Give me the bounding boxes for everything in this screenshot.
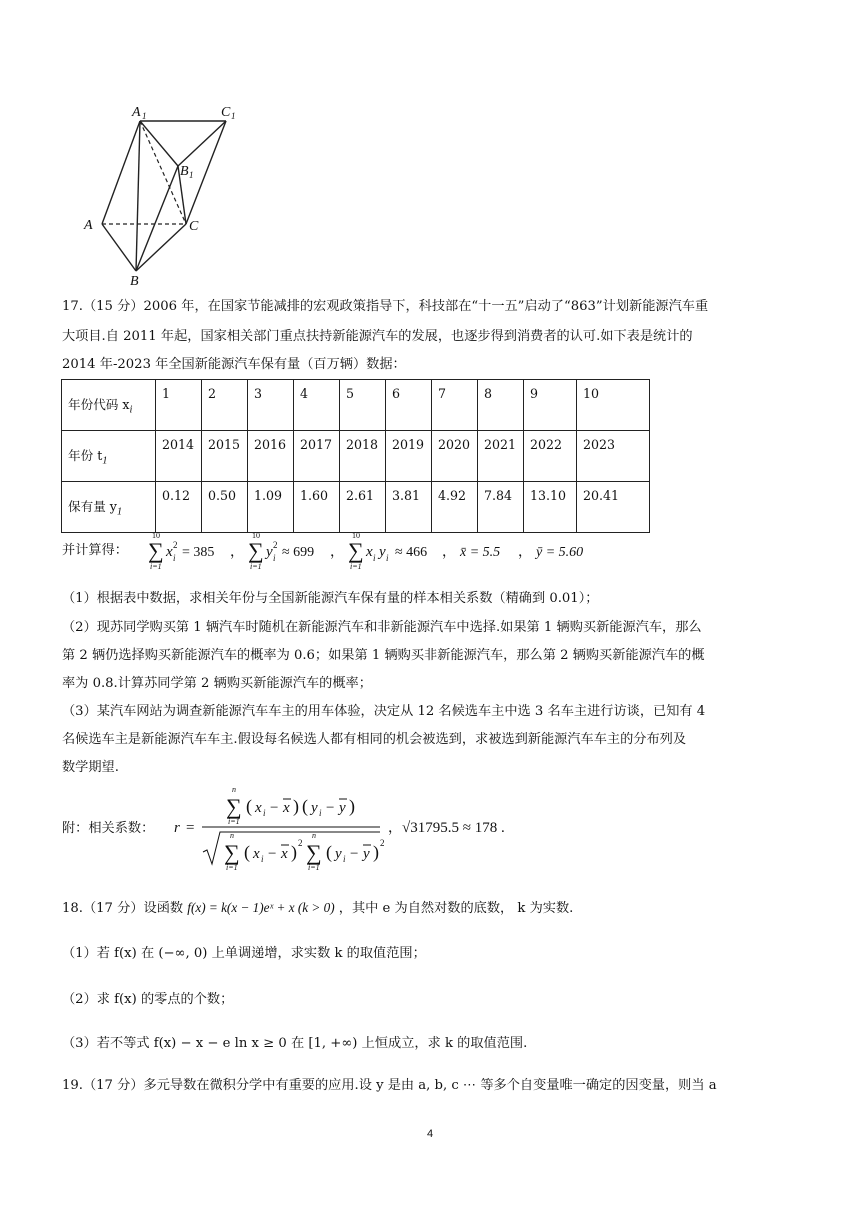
svg-text:2: 2 [380, 838, 385, 848]
label-A1: A [132, 105, 141, 120]
q18-intro-prefix: 18.（17 分）设函数 [62, 901, 184, 916]
svg-text:−: − [268, 846, 277, 862]
row-header-year: 年份 t [68, 448, 103, 464]
svg-text:): ) [373, 842, 379, 862]
svg-text:x: x [283, 800, 290, 816]
cell: 1 [156, 380, 202, 431]
label-B: B [130, 274, 139, 289]
svg-text:−: − [270, 800, 279, 816]
label-B1-sub: 1 [189, 170, 194, 180]
cell: 2019 [386, 431, 432, 482]
svg-text:y: y [363, 846, 370, 862]
cell: 2018 [340, 431, 386, 482]
q17-sub3b: 名候选车主是新能源汽车车主.假设每名候选人都有相同的机会被选到，求被选到新能源汽车车主的分布列及 [62, 732, 687, 747]
row-header-amount: 保有量 y [68, 499, 117, 515]
q17-sub2b: 第 2 辆仍选择购买新能源汽车的概率为 0.6；如果第 1 辆购买非新能源汽车，那么第 2 辆购买新能源汽车的概 [62, 648, 705, 663]
svg-text:(: ( [326, 842, 332, 862]
q17-sub3c: 数学期望. [62, 760, 119, 775]
table-row-year: 年份 $t_1$ 2014 2015 2016 2017 2018 2019 2020 2021 2022 2023 [62, 431, 650, 482]
svg-text:i=1: i=1 [228, 817, 240, 826]
svg-text:y: y [335, 846, 342, 862]
cell: 2 [202, 380, 248, 431]
label-C: C [189, 219, 199, 234]
cell: 8 [478, 380, 524, 431]
prism-figure [74, 100, 254, 290]
cell: 2022 [524, 431, 577, 482]
q17-line1: 17.（15 分）2006 年，在国家节能减排的宏观政策指导下，科技部在“十一五”启动了“863”计划新能源汽车重 [62, 299, 709, 314]
svg-text:i: i [319, 808, 322, 818]
svg-text:i: i [261, 854, 264, 864]
label-A1-sub: 1 [142, 111, 147, 121]
cell: 1.09 [248, 482, 294, 533]
svg-text:n: n [312, 831, 316, 840]
cell: 9 [524, 380, 577, 431]
q18-intro-suffix: ，其中 e 为自然对数的底数， k 为实数. [338, 901, 574, 916]
svg-text:n: n [230, 831, 234, 840]
q17-sub2c: 率为 0.8.计算苏同学第 2 辆购买新能源汽车的概率； [62, 676, 372, 691]
label-C1-sub: 1 [231, 111, 236, 121]
cell: 10 [577, 380, 650, 431]
q18-function: f(x) = k(x − 1)eˣ + x (k > 0) [187, 900, 335, 915]
cell: 13.10 [524, 482, 577, 533]
svg-text:i: i [273, 553, 276, 563]
svg-text:i=1: i=1 [308, 863, 320, 872]
svg-text:i=1: i=1 [250, 562, 262, 571]
cell: 2016 [248, 431, 294, 482]
svg-text:10: 10 [252, 531, 260, 540]
cell: 4.92 [432, 482, 478, 533]
svg-text:y: y [266, 544, 273, 560]
table-row-code: 年份代码 $x_i$ 1 2 3 4 5 6 7 8 9 10 [62, 380, 650, 431]
svg-text:2: 2 [273, 540, 278, 550]
svg-text:i=1: i=1 [350, 562, 362, 571]
cell: 2020 [432, 431, 478, 482]
cell: 0.50 [202, 482, 248, 533]
appendix-tail: √31795.5 ≈ 178 . [402, 820, 505, 836]
svg-text:10: 10 [152, 531, 160, 540]
appendix-prefix: 附：相关系数： [62, 821, 155, 836]
cell: 6 [386, 380, 432, 431]
svg-text:−: − [350, 846, 359, 862]
q17-line3: 2014 年-2023 年全国新能源汽车保有量（百万辆）数据： [62, 357, 406, 372]
row-header-code: 年份代码 x [68, 397, 130, 413]
cell: 2017 [294, 431, 340, 482]
cell: 2023 [577, 431, 650, 482]
svg-text:): ) [291, 842, 297, 862]
svg-text:i=1: i=1 [150, 562, 162, 571]
q18-sub1: （1）若 f(x) 在 (−∞, 0) 上单调递增，求实数 k 的取值范围； [62, 946, 426, 961]
svg-text:，: ， [330, 545, 344, 560]
svg-text:): ) [349, 796, 355, 816]
svg-text:x: x [253, 846, 260, 862]
label-A: A [84, 218, 93, 233]
cell: 2.61 [340, 482, 386, 533]
svg-text:x: x [366, 544, 373, 560]
calc-prefix: 并计算得： [62, 543, 128, 558]
svg-text:∑: ∑ [224, 840, 240, 865]
svg-text:，: ， [388, 821, 402, 836]
svg-text:2: 2 [298, 838, 303, 848]
cell: 3 [248, 380, 294, 431]
svg-text:∑: ∑ [348, 538, 364, 563]
cell: 7.84 [478, 482, 524, 533]
svg-text:i=1: i=1 [226, 863, 238, 872]
svg-text:y: y [311, 800, 318, 816]
cell: 2015 [202, 431, 248, 482]
svg-text:y: y [339, 800, 346, 816]
calc-value-1: = 385 [182, 545, 215, 560]
table-row-amount: 保有量 $y_1$ 0.12 0.50 1.09 1.60 2.61 3.81 4.92 7.84 13.10 20.41 [62, 482, 650, 533]
svg-text:x: x [166, 544, 173, 560]
calc-value-5: ȳ = 5.60 [536, 545, 584, 560]
svg-text:n: n [232, 785, 236, 794]
page-number: 4 [426, 1128, 434, 1140]
data-table [61, 379, 650, 533]
svg-text:，: ， [518, 545, 532, 560]
svg-text:): ) [293, 796, 299, 816]
svg-text:(: ( [302, 796, 308, 816]
q18-sub3: （3）若不等式 f(x) − x − e ln x ≥ 0 在 [1, +∞) 上恒成立，求 k 的取值范围. [62, 1036, 528, 1051]
cell: 2021 [478, 431, 524, 482]
svg-text:2: 2 [173, 540, 178, 550]
svg-text:∑: ∑ [226, 794, 242, 819]
cell: 1.60 [294, 482, 340, 533]
svg-text:x: x [255, 800, 262, 816]
svg-text:i: i [386, 553, 389, 563]
q17-line2: 大项目.自 2011 年起，国家相关部门重点扶持新能源汽车的发展，也逐步得到消费者的认可.如下表是统计的 [62, 329, 693, 344]
sums-formula [62, 528, 762, 572]
cell: 4 [294, 380, 340, 431]
cell: 5 [340, 380, 386, 431]
cell: 0.12 [156, 482, 202, 533]
calc-value-4: x̄ = 5.5 [460, 545, 501, 560]
svg-text:x: x [281, 846, 288, 862]
q17-sub1: （1）根据表中数据，求相关年份与全国新能源汽车保有量的样本相关系数（精确到 0.01）； [62, 591, 599, 606]
svg-text:∑: ∑ [306, 840, 322, 865]
q17-sub2a: （2）现苏同学购买第 1 辆汽车时随机在新能源汽车和非新能源汽车中选择.如果第 1 辆购买新能源汽车，那么 [62, 620, 702, 635]
svg-text:−: − [326, 800, 335, 816]
svg-text:(: ( [244, 842, 250, 862]
svg-text:∑: ∑ [248, 538, 264, 563]
svg-text:i: i [173, 553, 176, 563]
cell: 7 [432, 380, 478, 431]
svg-text:y: y [379, 544, 386, 560]
svg-text:，: ， [442, 545, 456, 560]
q19-line1: 19.（17 分）多元导数在微积分学中有重要的应用.设 y 是由 a, b, c ⋯ 等多个自变量唯一确定的因变量，则当 a [62, 1078, 717, 1093]
q18-intro [62, 894, 792, 923]
q17-sub3a: （3）某汽车网站为调查新能源汽车车主的用车体验，决定从 12 名候选车主中选 3 名车主进行访谈，已知有 4 [62, 704, 706, 719]
label-C1: C [221, 105, 231, 120]
svg-text:r: r [174, 820, 180, 836]
label-B1: B [180, 164, 189, 179]
svg-text:，: ， [230, 545, 244, 560]
calc-value-2: ≈ 699 [282, 545, 315, 560]
q18-sub2: （2）求 f(x) 的零点的个数； [62, 992, 234, 1007]
svg-text:i: i [263, 808, 266, 818]
cell: 2014 [156, 431, 202, 482]
svg-text:(: ( [246, 796, 252, 816]
cell: 3.81 [386, 482, 432, 533]
svg-text:∑: ∑ [148, 538, 164, 563]
calc-value-3: ≈ 466 [395, 545, 428, 560]
cell: 20.41 [577, 482, 650, 533]
svg-text:=: = [186, 820, 195, 836]
svg-text:i: i [343, 854, 346, 864]
correlation-formula [62, 782, 762, 872]
svg-text:10: 10 [352, 531, 360, 540]
svg-text:i: i [373, 553, 376, 563]
